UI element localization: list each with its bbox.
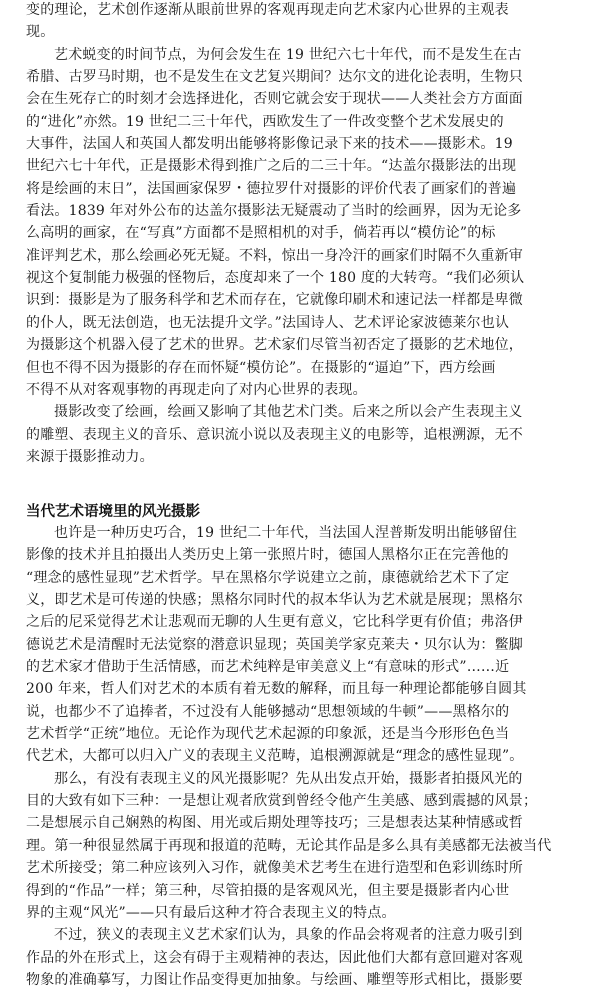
paragraph-purposes: 那么，有没有表现主义的风光摄影呢？先从出发点开始，摄影者拍摄风光的 目的大致有如下三种：一是想让观者欣赏到曾经令他产生美感、感到震撼的风景； 二是想展示自己娴熟的构图、用光或后期处理等技巧；三是想表达某种情感或哲 理。第一种很显然属于再现和报道的范畴，无论其作品是多么具有美感都无法被当代 艺术所接受；第二种应该列入习作，就像美术艺考生在进行造型和色彩训练时所 得到的“作品”一样；第三种，尽管拍摄的是客观风光，但主要是摄影者内心世 界的主观“风光”——只有最后这种才符合表现主义的特点。 [26, 770, 552, 921]
paragraph-influence: 摄影改变了绘画，绘画又影响了其他艺术门类。后来之所以会产生表现主义 的雕塑、表现主义的音乐、意识流小说以及表现主义的电影等，追根溯源，无不 来源于摄影推动力。 [26, 404, 523, 465]
section-heading: 当代艺术语境里的风光摄影 [26, 504, 200, 520]
section-landscape [26, 522, 574, 991]
section-intro [26, 0, 574, 468]
paragraph-timing: 艺术蜕变的时间节点，为何会发生在 19 世纪六七十年代，而不是发生在古 希腊、古罗马时期，也不是发生在文艺复兴期间？达尔文的进化论表明，生物只 会在生死存亡的时刻才会选择进化，否则它就会安于现状——人类社会方方面面 的“进化”亦然。19 世纪二三十年代，西欧发生了一件改变整个艺术发展史的 大事件，法国人和英国人都发明出能够将影像记录下来的技术——摄影术。19 世纪六七十年代，正是摄影术得到推广之后的二三十年。“达盖尔摄影法的出现 将是绘画的末日”，法国画家保罗・德拉罗什对摄影的评价代表了画家们的普遍 看法。1839 年对外公布的达盖尔摄影法无疑震动了当时的绘画界，因为无论多 么高明的画家，在“写真”方面都不是照相机的对手，倘若再以“模仿论”的标 准评判艺术，那么绘画必死无疑。不料，惊出一身冷汗的画家们时隔不久重新审 视这个复制能力极强的怪物后，态度却来了一个 180 度的大转弯。“我们必须认 识到：摄影是为了服务科学和艺术而存在，它就像印刷术和速记法一样都是卑微 的仆人，既无法创造，也无法提升文学。”法国诗人、艺术评论家波德莱尔也认 为摄影这个机器入侵了艺术的世界。艺术家们尽管当初否定了摄影的艺术地位， 但也不得不因为摄影的存在而怀疑“模仿论”。在摄影的“逼迫”下，西方绘画 不得不从对客观事物的再现走向了对内心世界的表现。 [26, 46, 525, 398]
paragraph-expressionism: 不过，狭义的表现主义艺术家们认为，具象的作品会将观者的注意力吸引到 作品的外在形式上，这会有碍于主观精神的表达，因此他们大都有意回避对客观 物象的准确摹写，力图让作品变得更加抽象。与绘画、雕塑等形式相比，摄影要 [26, 927, 523, 988]
paragraph-continued: 变的理论，艺术创作逐渐从眼前世界的客观再现走向艺术家内心世界的主观表 现。 [26, 2, 509, 41]
paragraph-history: 也许是一种历史巧合，19 世纪二十年代，当法国人涅普斯发明出能够留住 影像的技术并且拍摄出人类历史上第一张照片时，德国人黑格尔正在完善他的 “理念的感性显现”艺术哲学。早在黑格尔学说建立之前，康德就给艺术下了定 义，即艺术是可传递的快感；黑格尔同时代的叔本华认为艺术就是展现；黑格尔 之后的尼采觉得艺术让悲观而无聊的人生更有意义，它比科学更有价值；弗洛伊 德说艺术是清醒时无法觉察的潜意识显现；英国美学家克莱夫・贝尔认为：鳖脚 的艺术家才借助于生活情感，而艺术纯粹是审美意义上“有意味的形式”……近 200 年来，哲人们对艺术的本质有着无数的解释，而且每一种理论都能够自圆其 说，也都少不了追捧者，不过没有人能够撼动“思想领域的牛顿”——黑格尔的 艺术哲学“正统”地位。无论作为现代艺术起源的印象派，还是当今形形色色当 代艺术，大都可以归入广义的表现主义范畴，追根溯源就是“理念的感性显现”。 [26, 525, 527, 765]
